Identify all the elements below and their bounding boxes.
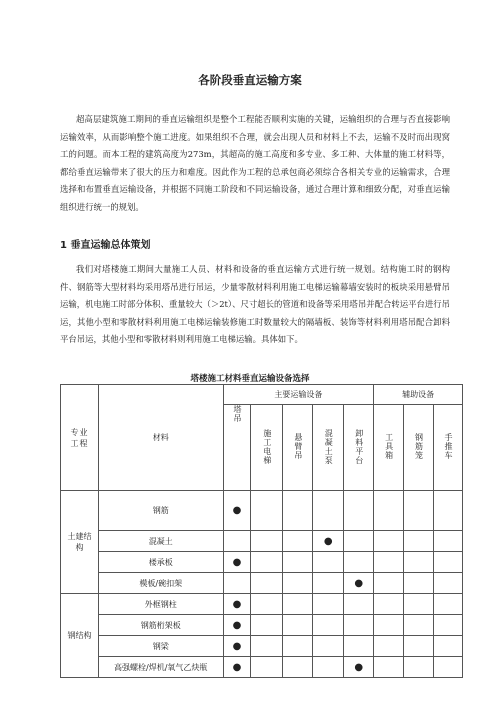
mark-cell bbox=[251, 615, 283, 636]
material-cell: 高强螺栓/焊机/氧气乙炔瓶 bbox=[98, 657, 223, 678]
mark-cell bbox=[404, 573, 434, 594]
material-cell: 钢梁 bbox=[98, 636, 223, 657]
table-row bbox=[61, 615, 463, 636]
header-column: 悬臂吊 bbox=[283, 405, 313, 491]
mark-cell bbox=[344, 615, 374, 636]
mark-cell bbox=[283, 594, 313, 615]
mark-cell bbox=[313, 657, 344, 678]
header-main-group: 主要运输设备 bbox=[223, 385, 374, 405]
selected-dot: ● bbox=[232, 640, 242, 652]
selected-dot: ● bbox=[354, 661, 364, 673]
mark-cell bbox=[344, 594, 374, 615]
table-row bbox=[61, 531, 463, 552]
mark-cell bbox=[313, 594, 344, 615]
mark-cell bbox=[404, 491, 434, 531]
mark-cell bbox=[283, 552, 313, 573]
mark-cell bbox=[374, 531, 404, 552]
mark-cell bbox=[374, 552, 404, 573]
selected-dot: ● bbox=[232, 556, 242, 568]
mark-cell bbox=[223, 615, 251, 636]
material-cell: 混凝土 bbox=[98, 531, 223, 552]
mark-cell bbox=[283, 657, 313, 678]
mark-cell bbox=[283, 573, 313, 594]
mark-cell bbox=[223, 657, 251, 678]
mark-cell bbox=[344, 573, 374, 594]
mark-cell bbox=[404, 552, 434, 573]
table-row bbox=[61, 636, 463, 657]
mark-cell bbox=[283, 615, 313, 636]
selected-dot: ● bbox=[354, 577, 364, 589]
mark-cell bbox=[251, 636, 283, 657]
mark-cell bbox=[223, 573, 251, 594]
mark-cell bbox=[344, 531, 374, 552]
header-column: 卸料平台 bbox=[344, 405, 374, 491]
major-cell: 钢结构 bbox=[61, 594, 99, 678]
mark-cell bbox=[374, 594, 404, 615]
mark-cell bbox=[434, 615, 463, 636]
header-column: 钢筋笼 bbox=[404, 405, 434, 491]
mark-cell bbox=[434, 657, 463, 678]
mark-cell bbox=[223, 531, 251, 552]
mark-cell bbox=[404, 594, 434, 615]
mark-cell bbox=[374, 573, 404, 594]
selected-dot: ● bbox=[232, 661, 242, 673]
mark-cell bbox=[313, 491, 344, 531]
major-cell: 土建结构 bbox=[61, 491, 99, 594]
section-paragraph: 我们对塔楼施工期间大量施工人员、材料和设备的垂直运输方式进行统一规划。结构施工时的钢构件、钢筋等大型材料均采用塔吊进行吊运，少量零散材料利用施工电梯运输幕墙安装时的板块采用悬臂吊运输，机电施工时部分体积、重量较大（＞2t）、尺寸超长的管道和设备等采用塔吊并配合转运平台进行吊运，其他小型和零散材料利用施工电梯运输装修施工时数量较大的隔墙板、装饰等材料利用塔吊配合卸料平台吊运，其他小型和零散材料则利用施工电梯运输。具体如下。 bbox=[60, 264, 450, 344]
material-cell: 钢筋 bbox=[98, 491, 223, 531]
mark-cell bbox=[313, 552, 344, 573]
mark-cell bbox=[434, 636, 463, 657]
mark-cell bbox=[404, 531, 434, 552]
mark-cell bbox=[283, 531, 313, 552]
mark-cell bbox=[344, 552, 374, 573]
material-cell: 外框钢柱 bbox=[98, 594, 223, 615]
mark-cell bbox=[251, 594, 283, 615]
mark-cell bbox=[251, 531, 283, 552]
mark-cell bbox=[344, 636, 374, 657]
mark-cell bbox=[374, 491, 404, 531]
mark-cell bbox=[434, 552, 463, 573]
mark-cell bbox=[344, 491, 374, 531]
equipment-table bbox=[60, 384, 463, 678]
document-title: 各阶段垂直运输方案 bbox=[198, 73, 302, 87]
header-column: 工具箱 bbox=[374, 405, 404, 491]
mark-cell bbox=[251, 491, 283, 531]
header-column: 塔吊 bbox=[223, 405, 251, 491]
mark-cell bbox=[283, 636, 313, 657]
mark-cell bbox=[223, 491, 251, 531]
header-column: 混凝土泵 bbox=[313, 405, 344, 491]
mark-cell bbox=[434, 531, 463, 552]
mark-cell bbox=[313, 615, 344, 636]
mark-cell bbox=[223, 552, 251, 573]
selected-dot: ● bbox=[232, 619, 242, 631]
mark-cell bbox=[434, 594, 463, 615]
mark-cell bbox=[223, 636, 251, 657]
mark-cell bbox=[251, 552, 283, 573]
intro-paragraph: 超高层建筑施工期间的垂直运输组织是整个工程能否顺利实施的关键，运输组织的合理与否直接影响运输效率，从而影响整个施工进度。如果组织不合理，就会出现人员和材料上不去，运输不及时而出现窝工的问题。而本工程的建筑高度为273m，其超高的施工高度和多专业、多工种、大体量的施工材料等，都给垂直运输带来了很大的压力和难度。因此作为工程的总承包商必须综合各相关专业的运输需求，合理选择和布置垂直运输设备，并根据不同施工阶段和不同运输设备，通过合理计算和细致分配，对垂直运输组织进行统一的规划。 bbox=[60, 114, 450, 212]
mark-cell bbox=[374, 636, 404, 657]
mark-cell bbox=[313, 531, 344, 552]
mark-cell bbox=[283, 491, 313, 531]
header-aux-group: 辅助设备 bbox=[374, 385, 463, 405]
mark-cell bbox=[404, 636, 434, 657]
header-major: 专业工程 bbox=[61, 385, 99, 491]
table-row bbox=[61, 491, 463, 531]
selected-dot: ● bbox=[323, 535, 333, 547]
table-row bbox=[61, 573, 463, 594]
material-cell: 楼承板 bbox=[98, 552, 223, 573]
mark-cell bbox=[313, 573, 344, 594]
selected-dot: ● bbox=[232, 505, 242, 516]
material-cell: 钢筋桁架板 bbox=[98, 615, 223, 636]
mark-cell bbox=[223, 594, 251, 615]
mark-cell bbox=[434, 491, 463, 531]
mark-cell bbox=[434, 573, 463, 594]
section-heading: 1 垂直运输总体策划 bbox=[60, 240, 151, 251]
mark-cell bbox=[404, 615, 434, 636]
material-cell: 模板/碗扣架 bbox=[98, 573, 223, 594]
table-row bbox=[61, 657, 463, 678]
mark-cell bbox=[251, 657, 283, 678]
mark-cell bbox=[374, 615, 404, 636]
selected-dot: ● bbox=[232, 598, 242, 610]
mark-cell bbox=[344, 657, 374, 678]
header-material: 材料 bbox=[98, 385, 223, 491]
header-column: 施工电梯 bbox=[251, 405, 283, 491]
table-row bbox=[61, 552, 463, 573]
table-caption: 塔楼施工材料垂直运输设备选择 bbox=[190, 374, 310, 384]
table-row bbox=[61, 594, 463, 615]
mark-cell bbox=[313, 636, 344, 657]
mark-cell bbox=[251, 573, 283, 594]
mark-cell bbox=[374, 657, 404, 678]
mark-cell bbox=[404, 657, 434, 678]
header-column: 手推车 bbox=[434, 405, 463, 491]
